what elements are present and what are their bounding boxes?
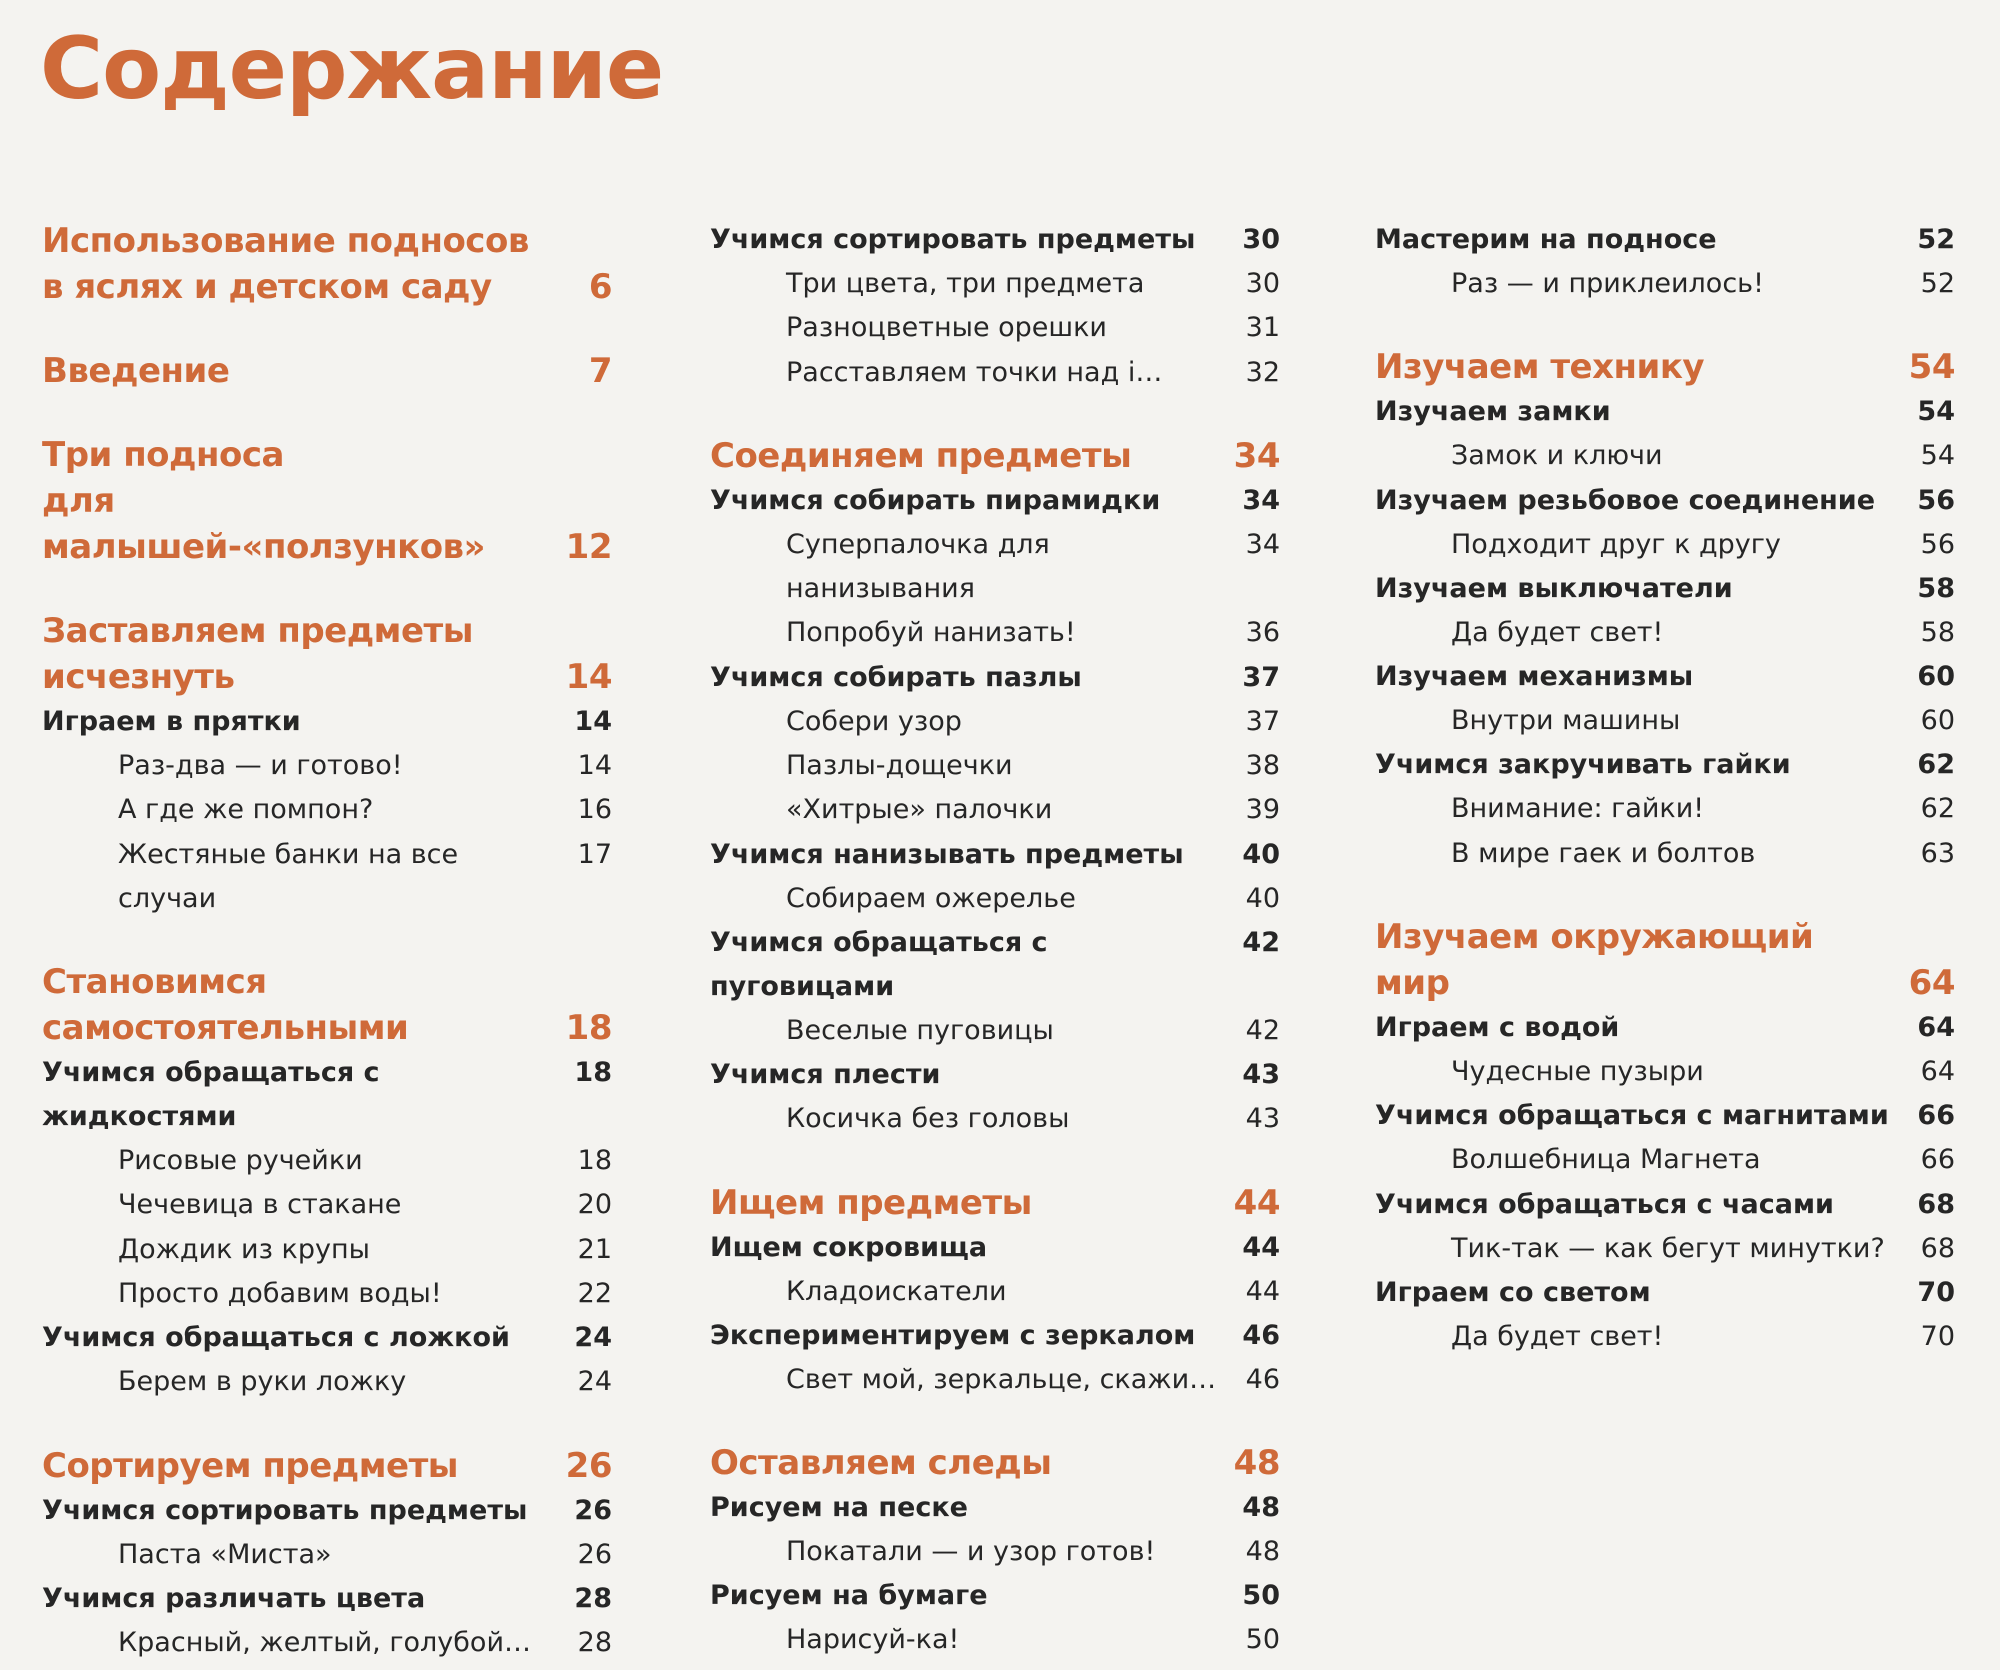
toc-topic [710, 921, 1280, 1009]
toc-item-title: Внутри машины [1451, 705, 1681, 737]
toc-page-number: 40 [1245, 882, 1280, 914]
toc-page-number: 43 [1242, 1059, 1280, 1091]
toc-section-title: Три подноса для малышей-«ползунков» [42, 435, 486, 567]
toc-page-number: 22 [577, 1278, 612, 1310]
toc-item-title: Три цвета, три предмета [786, 268, 1145, 299]
toc-item [1375, 1227, 1955, 1271]
toc-item-title: Веселые пуговицы [786, 1014, 1054, 1046]
toc-item [42, 788, 612, 832]
toc-page-number: 58 [1917, 572, 1955, 604]
toc-topic [1375, 479, 1955, 523]
toc-topic [1375, 567, 1955, 611]
toc-item [710, 351, 1280, 395]
toc-page-number: 26 [565, 1445, 612, 1486]
toc-section-title: Использование подносов в яслях и детском саду [42, 221, 529, 307]
toc-page-number: 54 [1917, 396, 1955, 428]
toc-page-number: 70 [1920, 1320, 1955, 1352]
toc-topic-title: Учимся обращаться с пуговицами [710, 926, 1048, 1002]
toc-page-number: 50 [1242, 1580, 1280, 1612]
toc-page-number: 34 [1242, 484, 1280, 516]
toc-section [42, 608, 612, 700]
toc-section-title: Введение [42, 351, 230, 391]
toc-section [710, 433, 1280, 479]
toc-page-number: 32 [1245, 356, 1280, 388]
toc-topic-title: Изучаем замки [1375, 396, 1611, 428]
toc-page-number: 20 [577, 1189, 612, 1221]
toc-page-number: 34 [1233, 435, 1280, 476]
toc-item-title: Собираем ожерелье [786, 882, 1076, 914]
toc-page-number: 70 [1917, 1276, 1955, 1308]
toc-page-number: 43 [1245, 1103, 1280, 1135]
toc-item [42, 1228, 612, 1272]
toc-topic-title: Учимся сортировать предметы [42, 1494, 528, 1526]
toc-page-number: 26 [574, 1494, 612, 1526]
toc-topic [1375, 1094, 1955, 1138]
toc-page-number: 64 [1908, 963, 1955, 1004]
toc-item [710, 700, 1280, 744]
toc-item-title: Рисовые ручейки [118, 1145, 363, 1177]
toc-section [42, 959, 612, 1051]
toc-item [710, 1009, 1280, 1053]
toc-page-number: 18 [565, 1008, 612, 1049]
toc-section [710, 1180, 1280, 1226]
toc-item [1375, 1315, 1955, 1359]
toc-topic [42, 700, 612, 744]
toc-page-number: 24 [577, 1366, 612, 1398]
toc-page-number: 26 [577, 1538, 612, 1570]
toc-topic [42, 1489, 612, 1533]
toc-item [42, 1360, 612, 1404]
toc-section [1375, 344, 1955, 390]
toc-item-title: Дождик из крупы [118, 1233, 370, 1265]
toc-item-title: Да будет свет! [1451, 616, 1664, 648]
toc-section-title: Заставляем предметы исчезнуть [42, 611, 473, 697]
toc-item [1375, 523, 1955, 567]
toc-topic-title: Изучаем механизмы [1375, 661, 1694, 693]
toc-item-title: Раз-два — и готово! [118, 750, 403, 781]
toc-item-title: Свет мой, зеркальце, скажи… [786, 1363, 1217, 1395]
toc-section-title: Оставляем следы [710, 1443, 1052, 1484]
toc-item-title: Пазлы-дощечки [786, 750, 1013, 782]
toc-page-number: 66 [1920, 1144, 1955, 1176]
toc-section-title: Становимся самостоятельными [42, 962, 409, 1049]
toc-page-number: 48 [1233, 1443, 1280, 1484]
toc-topic-title: Рисуем на песке [710, 1492, 968, 1524]
toc-page-number: 36 [1245, 617, 1280, 649]
toc-page-number: 39 [1245, 794, 1280, 826]
toc-page-number: 14 [565, 657, 612, 697]
toc-topic [710, 1574, 1280, 1618]
toc-item-title: Раз — и приклеилось! [1451, 268, 1764, 299]
toc-item [710, 1530, 1280, 1574]
toc-page-number: 48 [1245, 1536, 1280, 1568]
toc-topic [1375, 218, 1955, 262]
toc-item-title: Попробуй нанизать! [786, 617, 1076, 649]
toc-page-number: 64 [1917, 1012, 1955, 1044]
toc-section-title: Сортируем предметы [42, 1445, 459, 1486]
toc-page-number: 18 [577, 1145, 612, 1177]
toc-item [1375, 699, 1955, 743]
toc-page-number: 50 [1245, 1624, 1280, 1656]
toc-topic-title: Учимся обращаться с магнитами [1375, 1100, 1889, 1132]
toc-item-title: Берем в руки ложку [118, 1366, 407, 1398]
toc-item [710, 1358, 1280, 1402]
toc-page-number: 21 [577, 1233, 612, 1265]
toc-item-title: А где же помпон? [118, 794, 374, 826]
toc-item [710, 262, 1280, 306]
page-title: Содержание [40, 19, 664, 119]
toc-page-number: 44 [1245, 1275, 1280, 1307]
toc-section [1375, 914, 1955, 1006]
toc-page-number: 46 [1242, 1319, 1280, 1351]
toc-topic [710, 218, 1280, 262]
toc-item-title: Внимание: гайки! [1451, 793, 1705, 825]
toc-item [710, 788, 1280, 832]
toc-item-title: Тик-так — как бегут минутки? [1451, 1232, 1885, 1264]
toc-item [710, 1618, 1280, 1662]
toc-topic [710, 833, 1280, 877]
toc-item-title: Жестяные банки на все случаи [118, 838, 459, 914]
toc-page-number: 24 [574, 1322, 612, 1354]
toc-item [1375, 262, 1955, 306]
toc-page-number: 63 [1920, 837, 1955, 869]
toc-item [1375, 611, 1955, 655]
toc-page-number: 56 [1917, 484, 1955, 516]
toc-section-title: Ищем предметы [710, 1182, 1032, 1223]
toc-item [1375, 1138, 1955, 1182]
toc-page-number: 28 [574, 1582, 612, 1614]
toc-page-number: 54 [1908, 347, 1955, 388]
toc-topic-title: Изучаем выключатели [1375, 572, 1733, 604]
toc-page-number: 44 [1242, 1231, 1280, 1263]
toc-topic-title: Учимся различать цвета [42, 1582, 426, 1614]
toc-page-number: 30 [1245, 268, 1280, 299]
toc-column-3 [1375, 218, 1955, 1359]
toc-topic [1375, 390, 1955, 434]
toc-item [42, 1272, 612, 1316]
toc-topic-title: Экспериментируем с зеркалом [710, 1319, 1196, 1351]
toc-item-title: Собери узор [786, 705, 962, 737]
toc-topic-title: Играем в прятки [42, 706, 301, 737]
toc-topic-title: Учимся закручивать гайки [1375, 749, 1791, 781]
toc-section [42, 218, 612, 310]
toc-topic [1375, 1183, 1955, 1227]
toc-topic-title: Учимся обращаться с жидкостями [42, 1057, 380, 1133]
toc-item [1375, 787, 1955, 831]
toc-section-title: Соединяем предметы [710, 435, 1132, 476]
toc-section [42, 432, 612, 570]
toc-item-title: Просто добавим воды! [118, 1278, 442, 1310]
toc-section-title: Изучаем технику [1375, 347, 1705, 388]
toc-page-number: 28 [577, 1626, 612, 1658]
toc-item-title: Косичка без головы [786, 1103, 1070, 1135]
toc-topic [42, 1577, 612, 1621]
toc-page-number: 64 [1920, 1056, 1955, 1088]
toc-item [42, 1183, 612, 1227]
toc-topic [1375, 1271, 1955, 1315]
toc-topic [710, 1314, 1280, 1358]
toc-page-number: 16 [577, 794, 612, 826]
toc-item [710, 611, 1280, 655]
toc-column-1 [42, 218, 612, 1665]
toc-page-number: 52 [1920, 268, 1955, 299]
toc-page-number: 18 [574, 1057, 612, 1089]
toc-page-number: 56 [1920, 528, 1955, 560]
toc-item-title: Волшебница Магнета [1451, 1144, 1761, 1176]
toc-topic-title: Учимся обращаться с часами [1375, 1188, 1834, 1220]
toc-item-title: Покатали — и узор готов! [786, 1536, 1156, 1568]
toc-section [42, 348, 612, 394]
toc-page-number: 44 [1233, 1182, 1280, 1223]
toc-page-number: 40 [1242, 838, 1280, 870]
toc-page-number: 68 [1917, 1188, 1955, 1220]
toc-topic-title: Играем со светом [1375, 1276, 1651, 1308]
toc-page-number: 42 [1245, 1014, 1280, 1046]
toc-item-title: Да будет свет! [1451, 1320, 1664, 1352]
toc-topic [42, 1316, 612, 1360]
toc-topic-title: Учимся собирать пирамидки [710, 484, 1161, 516]
toc-page-number: 14 [574, 706, 612, 737]
toc-page-number: 48 [1242, 1492, 1280, 1524]
toc-page-number: 52 [1917, 224, 1955, 255]
toc-item [42, 744, 612, 788]
toc-item [710, 306, 1280, 350]
toc-item [710, 877, 1280, 921]
toc-item-title: Паста «Миста» [118, 1538, 332, 1570]
toc-page-number: 66 [1917, 1100, 1955, 1132]
toc-page-number: 37 [1245, 705, 1280, 737]
toc-page-number: 31 [1245, 312, 1280, 344]
toc-item-title: Чечевица в стакане [118, 1189, 402, 1221]
toc-topic [1375, 655, 1955, 699]
toc-topic [710, 1053, 1280, 1097]
toc-item [1375, 434, 1955, 478]
toc-page-number: 60 [1920, 705, 1955, 737]
toc-page-number: 17 [577, 838, 612, 870]
toc-item-title: Кладоискатели [786, 1275, 1007, 1307]
toc-page-number: 68 [1920, 1232, 1955, 1264]
toc-topic [1375, 743, 1955, 787]
toc-topic [42, 1051, 612, 1139]
toc-item [710, 523, 1280, 612]
toc-page-number: 38 [1245, 750, 1280, 782]
toc-item-title: Нарисуй-ка! [786, 1624, 960, 1656]
toc-topic-title: Учимся нанизывать предметы [710, 838, 1184, 870]
toc-page-number: 54 [1920, 440, 1955, 472]
toc-page-number: 34 [1245, 528, 1280, 560]
toc-item-title: В мире гаек и болтов [1451, 837, 1756, 869]
toc-topic-title: Учимся собирать пазлы [710, 661, 1082, 693]
toc-topic [1375, 1006, 1955, 1050]
toc-item-title: Суперпалочка для нанизывания [786, 528, 1050, 605]
toc-topic-title: Играем с водой [1375, 1012, 1620, 1044]
toc-item-title: Замок и ключи [1451, 440, 1663, 472]
toc-item [1375, 1050, 1955, 1094]
toc-item [42, 1621, 612, 1665]
toc-item-title: Подходит друг к другу [1451, 528, 1781, 560]
toc-topic-title: Учимся обращаться с ложкой [42, 1322, 510, 1354]
toc-item-title: Расставляем точки над i… [786, 356, 1163, 388]
toc-topic [710, 1226, 1280, 1270]
toc-item-title: Разноцветные орешки [786, 312, 1107, 344]
toc-page-number: 58 [1920, 616, 1955, 648]
toc-item [42, 1139, 612, 1183]
toc-page-number: 62 [1917, 749, 1955, 781]
toc-item [710, 744, 1280, 788]
toc-page-number: 14 [577, 750, 612, 781]
toc-column-2 [710, 218, 1280, 1663]
toc-page-number: 6 [588, 267, 612, 307]
toc-section [710, 1440, 1280, 1486]
toc-page-number: 46 [1245, 1363, 1280, 1395]
toc-item-title: Красный, желтый, голубой… [118, 1626, 531, 1658]
toc-item [42, 1533, 612, 1577]
toc-topic [710, 479, 1280, 523]
toc-topic-title: Мастерим на подносе [1375, 224, 1717, 255]
toc-topic [710, 1486, 1280, 1530]
toc-item [1375, 832, 1955, 876]
toc-page-number: 60 [1917, 661, 1955, 693]
toc-item [42, 833, 612, 922]
toc-page-number: 7 [588, 351, 612, 391]
toc-item [710, 1097, 1280, 1141]
toc-item [710, 1270, 1280, 1314]
toc-page-number: 12 [565, 527, 612, 567]
toc-page-number: 30 [1242, 224, 1280, 255]
toc-page-number: 62 [1920, 793, 1955, 825]
toc-topic-title: Учимся сортировать предметы [710, 224, 1196, 255]
toc-item-title: Чудесные пузыри [1451, 1056, 1704, 1088]
toc-page-number: 42 [1242, 926, 1280, 958]
toc-topic [710, 656, 1280, 700]
toc-topic-title: Ищем сокровища [710, 1231, 988, 1263]
toc-topic-title: Изучаем резьбовое соединение [1375, 484, 1876, 516]
toc-item-title: «Хитрые» палочки [786, 794, 1053, 826]
toc-topic-title: Учимся плести [710, 1059, 941, 1091]
toc-page-number: 37 [1242, 661, 1280, 693]
toc-section [42, 1443, 612, 1489]
toc-section-title: Изучаем окружающий мир [1375, 917, 1814, 1004]
toc-topic-title: Рисуем на бумаге [710, 1580, 988, 1612]
